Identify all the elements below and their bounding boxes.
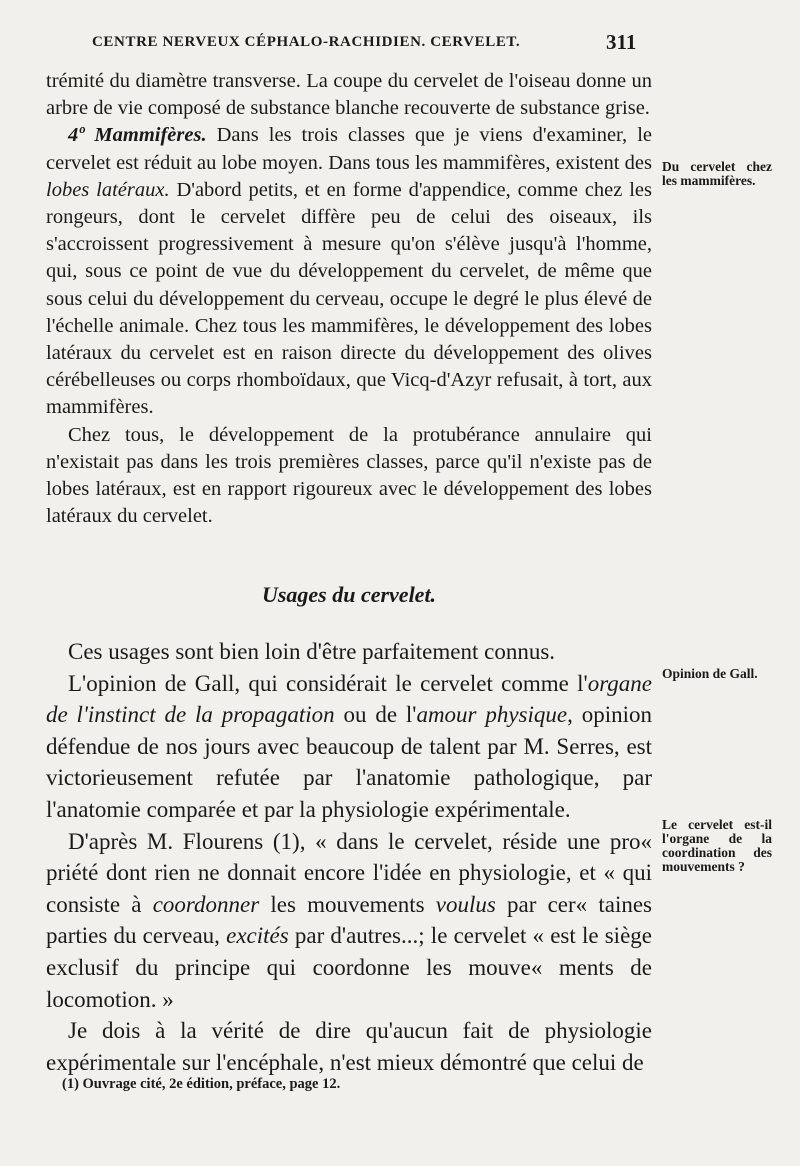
text-span: , opinion défendue de nos jours avec beaucoup de talent par M. Serres, est victorieusement refutée par l'anatomie pathologique, par l'anatomie comparée et par la physiologie expérimentale. <box>46 702 652 822</box>
section-heading: Usages du cervelet. <box>261 582 437 607</box>
paragraph-protuberance: Chez tous, le développement de la protubérance annulaire qui n'existait pas dans les trois premières classes, parce qu'il n'existe pas de lobes latéraux, est en rapport rigoureux avec le développement des lobes latéraux du cervelet. <box>46 423 652 528</box>
running-header: CENTRE NERVEUX CÉPHALO-RACHIDIEN. CERVELET. <box>92 34 521 50</box>
section-paragraph: Je dois à la vérité de dire qu'aucun fait de physiologie expérimentale sur l'encéphale, n'est mieux démontré que celui de <box>46 1018 652 1075</box>
emphasis-span: organe de l'instinct de la propagation <box>46 670 652 728</box>
paragraph-continuation: trémité du diamètre transverse. La coupe du cervelet de l'oiseau donne un arbre de vie composé de substance blanche recouverte de substance grise. <box>46 70 652 120</box>
text-span: D'abord petits, et en forme d'appendice, comme chez les rongeurs, dont le cervelet diffère peu de celui des oiseaux, ils s'accroissent progressivement à mesure qu'on s'élève jusqu'à l'homme, qui, sous ce point de vue du développement du cervelet, de même que sous celui du développement du cerveau, occupe le degré le plus élevé de l'échelle animale. Chez tous les mammifères, le développement des lobes latéraux du cervelet est en raison directe du développement des olives cérébelleuses ou corps rhomboïdaux, que Vicq-d'Azyr refusait, à tort, aux mammifères. <box>46 178 653 419</box>
emphasis-span: lobes latéraux. <box>46 178 170 201</box>
paragraph-lead: 4º Mammifères. <box>68 124 207 147</box>
margin-note-mammiferes: Du cervelet chez les mammifères. <box>662 159 772 188</box>
section-paragraph: Ces usages sont bien loin d'être parfaitement connus. <box>68 639 556 664</box>
text-span: les mouvements <box>259 891 436 917</box>
emphasis-span: amour physique <box>416 702 568 728</box>
emphasis-span: voulus <box>435 891 496 917</box>
text-span: par d'autres...; le cervelet « est le siège exclusif du principe qui coordonne les mouve« ments de locomotion. » <box>46 923 652 1012</box>
section-text-block <box>46 636 652 1078</box>
paragraph-mammiferes <box>46 122 652 421</box>
main-text-block <box>46 68 652 530</box>
text-span: ou de l' <box>334 702 417 728</box>
text-span: D'après M. Flourens (1), « dans le cervelet, réside une pro« priété dont rien ne donnait encore l'idée en physiologie, et « qui consiste à <box>46 828 652 917</box>
text-span: Dans les trois classes que je viens d'examiner, le cervelet est réduit au lobe moyen. Dans tous les mammifères, existent des <box>46 124 652 174</box>
section-paragraph <box>46 668 652 826</box>
emphasis-span: excités <box>226 923 289 949</box>
margin-note-coordination: Le cervelet est-il l'organe de la coordination des mouvements ? <box>662 817 772 874</box>
margin-note-gall: Opinion de Gall. <box>662 666 758 681</box>
emphasis-span: coordonner <box>152 891 260 917</box>
page-number: 311 <box>606 30 637 54</box>
footnote: (1) Ouvrage cité, 2e édition, préface, page 12. <box>62 1076 341 1092</box>
section-paragraph <box>46 826 652 1016</box>
text-span: par cer« taines parties du cerveau, <box>46 891 653 949</box>
text-span: L'opinion de Gall, qui considérait le cervelet comme l' <box>68 670 588 696</box>
